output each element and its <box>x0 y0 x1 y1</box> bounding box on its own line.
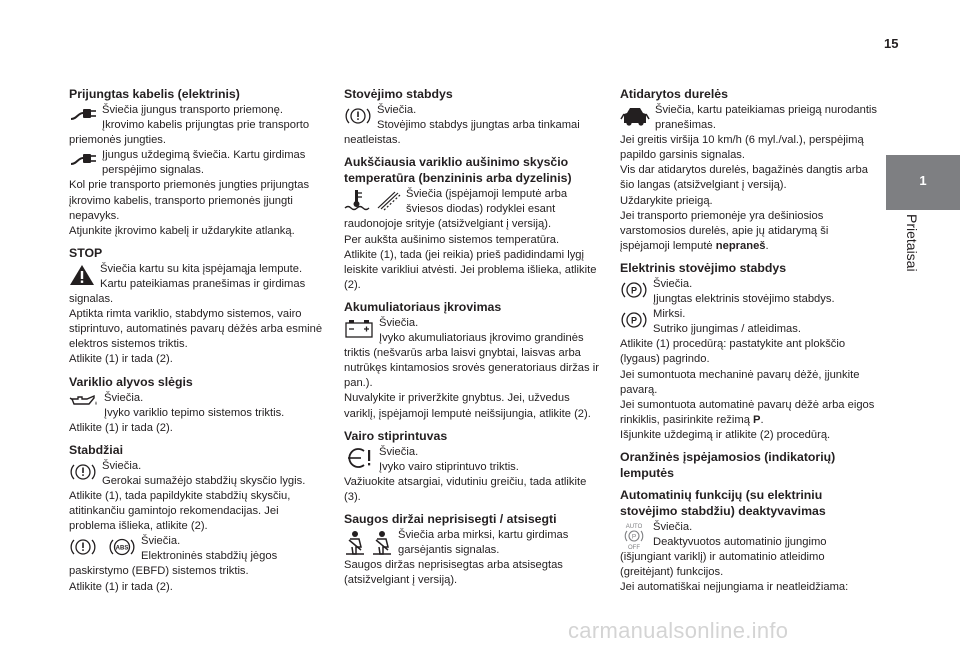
paragraph: Jei sumontuota automatinė pavarų dėžė arba eigos rinkiklis, pasirinkite režimą P. <box>620 398 875 426</box>
paragraph: Išjunkite uždegimą ir atlikite (2) procedūrą. <box>620 428 831 441</box>
row-text: Stovėjimo stabdys įjungtas arba tinkamai <box>377 119 580 132</box>
paragraph: Atlikite (1), tada papildykite stabdžių skysčiu, atitinkančiu gamintojo rekomendacijas. Jei problema išlieka, atlikite (2). <box>69 489 291 533</box>
section-title: Saugos diržai neprisisegti / atsisegti <box>344 511 557 526</box>
section-title: STOP <box>69 245 103 260</box>
bold-word: P <box>753 413 761 426</box>
battery-icon <box>344 318 374 338</box>
auto-off-parking-brake-icon <box>620 522 648 550</box>
paragraph: Važiuokite atsargiai, vidutiniu greičiu, tada atlikite (3). <box>344 475 587 503</box>
paragraph: Saugos diržas neprisisegtas arba atsisegtas (atsižvelgiant į versiją). <box>344 559 563 587</box>
row-text: Mirksi. <box>653 308 686 321</box>
parking-brake-icon <box>344 105 372 127</box>
section-door-open <box>620 86 878 254</box>
svg-text:P: P <box>631 533 637 541</box>
section-title: Aukščiausia variklio aušinimo skysčio temperatūra (benzininis arba dyzelinis) <box>344 155 572 186</box>
paragraph: (išjungiant variklį) ir automatinio atleidimo (greitėjant) funkcijos. <box>620 551 825 579</box>
steering-wheel-warning-icon <box>344 447 374 469</box>
row-text: Šviečia. <box>653 520 693 533</box>
seat-belt-icon <box>371 530 393 556</box>
paragraph: Atlikite (1) procedūrą: pastatykite ant plokščio (lygaus) pagrindo. <box>620 338 846 366</box>
warning-triangle-icon <box>69 264 95 286</box>
row-text: Įvyko akumuliatoriaus įkrovimo grandinės <box>379 332 584 345</box>
chapter-number: 1 <box>919 173 927 188</box>
abs-icon <box>108 536 136 558</box>
section-brakes <box>69 442 327 595</box>
section-battery-charge <box>344 299 602 422</box>
paragraph: raudonojoje srityje (atsižvelgiant į versiją). <box>344 218 552 231</box>
row-text: Sutriko įjungimas / atleidimas. <box>653 323 801 336</box>
row-text: Šviečia. <box>379 445 419 458</box>
row-text: Elektroninės stabdžių jėgos <box>141 550 278 563</box>
svg-text:ABS: ABS <box>115 545 129 552</box>
section-title: Automatinių funkcijų (su elektriniu stovėjimo stabdžiu) deaktyvavimas <box>620 487 826 518</box>
column-3 <box>620 86 878 601</box>
svg-text:OFF: OFF <box>628 544 640 550</box>
chapter-label: Prietaisai <box>904 214 920 272</box>
section-title: Oranžinės įspėjamosios (indikatorių) lemputės <box>620 449 836 480</box>
section-title: Prijungtas kabelis (elektrinis) <box>69 87 240 101</box>
seat-belt-icon <box>344 530 366 556</box>
paragraph: paskirstymo (EBFD) sistemos triktis. <box>69 565 249 578</box>
row-text: Šviečia. <box>379 316 419 329</box>
section-oil-pressure <box>69 374 327 436</box>
paragraph: Kol prie transporto priemonės jungties prijungtas įkrovimo kabelis, transporto priemonės įjungti nepavyks. <box>69 179 310 222</box>
section-orange-warning-lights <box>620 449 878 481</box>
watermark: carmanualsonline.info <box>568 618 789 643</box>
car-door-open-icon <box>620 105 650 131</box>
section-title: Variklio alyvos slėgis <box>69 374 193 389</box>
section-seat-belts <box>344 511 602 588</box>
paragraph: Jei greitis viršija 10 km/h (6 myl./val.), perspėjimą papildo garsinis signalas. <box>620 134 864 162</box>
paragraph: Aptikta rimta variklio, stabdymo sistemos, vairo stiprintuvo, automatinės pavarų dėžės arba esminė elektros sistemos triktis. <box>69 308 323 351</box>
row-text: Gerokai sumažėjo stabdžių skysčio lygis. <box>102 474 306 487</box>
row-text: Šviečia arba mirksi, kartu girdimas garsėjantis signalas. <box>398 528 569 557</box>
paragraph: Jei transporto priemonėje yra dešiniosios varstomosios durelės, apie jų atidarymą ši įspėjamoji lemputė nepraneš. <box>620 209 829 252</box>
row-text: Įvyko variklio tepimo sistemos triktis. <box>104 406 285 419</box>
temperature-gauge-icon <box>375 189 401 211</box>
svg-text:P: P <box>630 285 638 296</box>
paragraph: Nuvalykite ir priveržkite gnybtus. Jei, užvedus variklį, įspėjamoji lemputė neišsijungia, atlikite (2). <box>344 392 591 420</box>
paragraph: Atlikite (1) ir tada (2). <box>69 421 173 434</box>
row-text: Šviečia, kartu pateikiamas prieigą nurodantis pranešimas. <box>655 104 878 132</box>
paragraph: Jei sumontuota mechaninė pavarų dėžė, įjunkite pavarą. <box>620 368 860 396</box>
electric-parking-brake-icon <box>620 279 648 301</box>
paragraph: Vis dar atidarytos durelės, bagažinės dangtis arba šio langas (atsižvelgiant į versiją). <box>620 164 868 192</box>
section-electric-parking-brake <box>620 260 878 443</box>
page-number: 15 <box>884 36 899 51</box>
paragraph: signalas. <box>69 293 114 306</box>
row-text: Šviečia. <box>104 391 144 404</box>
row-text: Įjungus uždegimą šviečia. Kartu girdimas perspėjimo signalas. <box>102 149 306 177</box>
section-parking-brake <box>344 86 602 148</box>
column-1 <box>69 86 327 601</box>
row-text: Šviečia. <box>141 535 181 548</box>
electric-parking-brake-icon <box>620 309 648 331</box>
row-text: Deaktyvuotos automatinio įjungimo <box>653 536 827 549</box>
brake-warning-icon <box>69 461 97 483</box>
row-text: Šviečia. <box>102 459 142 472</box>
row-text: Šviečia kartu su kita įspėjamąja lempute. Kartu pateikiamas pranešimas ir girdimas <box>100 262 306 290</box>
section-title: Atidarytos durelės <box>620 87 728 101</box>
bold-word: nepraneš <box>715 239 766 252</box>
row-text: Šviečia. <box>653 277 693 290</box>
paragraph: priemonės jungties. <box>69 134 167 147</box>
paragraph: neatleistas. <box>344 134 401 147</box>
paragraph: Atlikite (1) ir tada (2). <box>69 353 173 366</box>
section-power-steering <box>344 428 602 505</box>
section-stop <box>69 245 327 368</box>
section-coolant-temperature <box>344 154 602 293</box>
section-title: Elektrinis stovėjimo stabdys <box>620 260 787 275</box>
row-text: Šviečia. <box>377 104 417 116</box>
section-title: Stovėjimo stabdys <box>344 87 453 101</box>
row-text: Šviečia (įspėjamoji lemputė arba šviesos diodas) rodyklei esant <box>406 188 568 216</box>
section-auto-functions-off <box>620 487 878 595</box>
charging-cable-icon <box>69 150 97 170</box>
column-2 <box>344 86 602 594</box>
brake-warning-icon <box>69 536 97 558</box>
paragraph: Per aukšta aušinimo sistemos temperatūra. <box>344 233 560 246</box>
section-title: Akumuliatoriaus įkrovimas <box>344 299 502 314</box>
paragraph: Jei automatiškai neįjungiama ir neatleidžiama: <box>620 581 849 594</box>
section-title: Stabdžiai <box>69 442 123 457</box>
oil-can-icon <box>69 393 99 409</box>
section-charging-cable <box>69 86 327 239</box>
svg-text:P: P <box>630 315 638 326</box>
section-title: Vairo stiprintuvas <box>344 428 448 443</box>
paragraph: triktis (nešvarūs arba laisvi gnybtai, laisvas arba nutrūkęs kintamosios srovės generatoriaus diržas ir pan.). <box>344 347 599 390</box>
row-text: Šviečia įjungus transporto priemonę. Įkrovimo kabelis prijungtas prie transporto <box>102 104 310 132</box>
paragraph: Atlikite (1) ir tada (2). <box>69 580 173 593</box>
charging-cable-icon <box>69 105 97 125</box>
row-text: Įjungtas elektrinis stovėjimo stabdys. <box>653 293 835 306</box>
paragraph: Atjunkite įkrovimo kabelį ir uždarykite atlanką. <box>69 224 295 237</box>
coolant-temperature-icon <box>344 189 370 211</box>
svg-text:AUTO: AUTO <box>625 523 643 530</box>
paragraph: Atlikite (1), tada (jei reikia) prieš padidindami lygį leiskite varikliui atvėsti. Jei problema išlieka, atlikite (2). <box>344 248 597 291</box>
row-text: Įvyko vairo stiprintuvo triktis. <box>379 460 519 473</box>
paragraph: Uždarykite prieigą. <box>620 194 713 207</box>
chapter-tab[interactable] <box>886 155 960 210</box>
